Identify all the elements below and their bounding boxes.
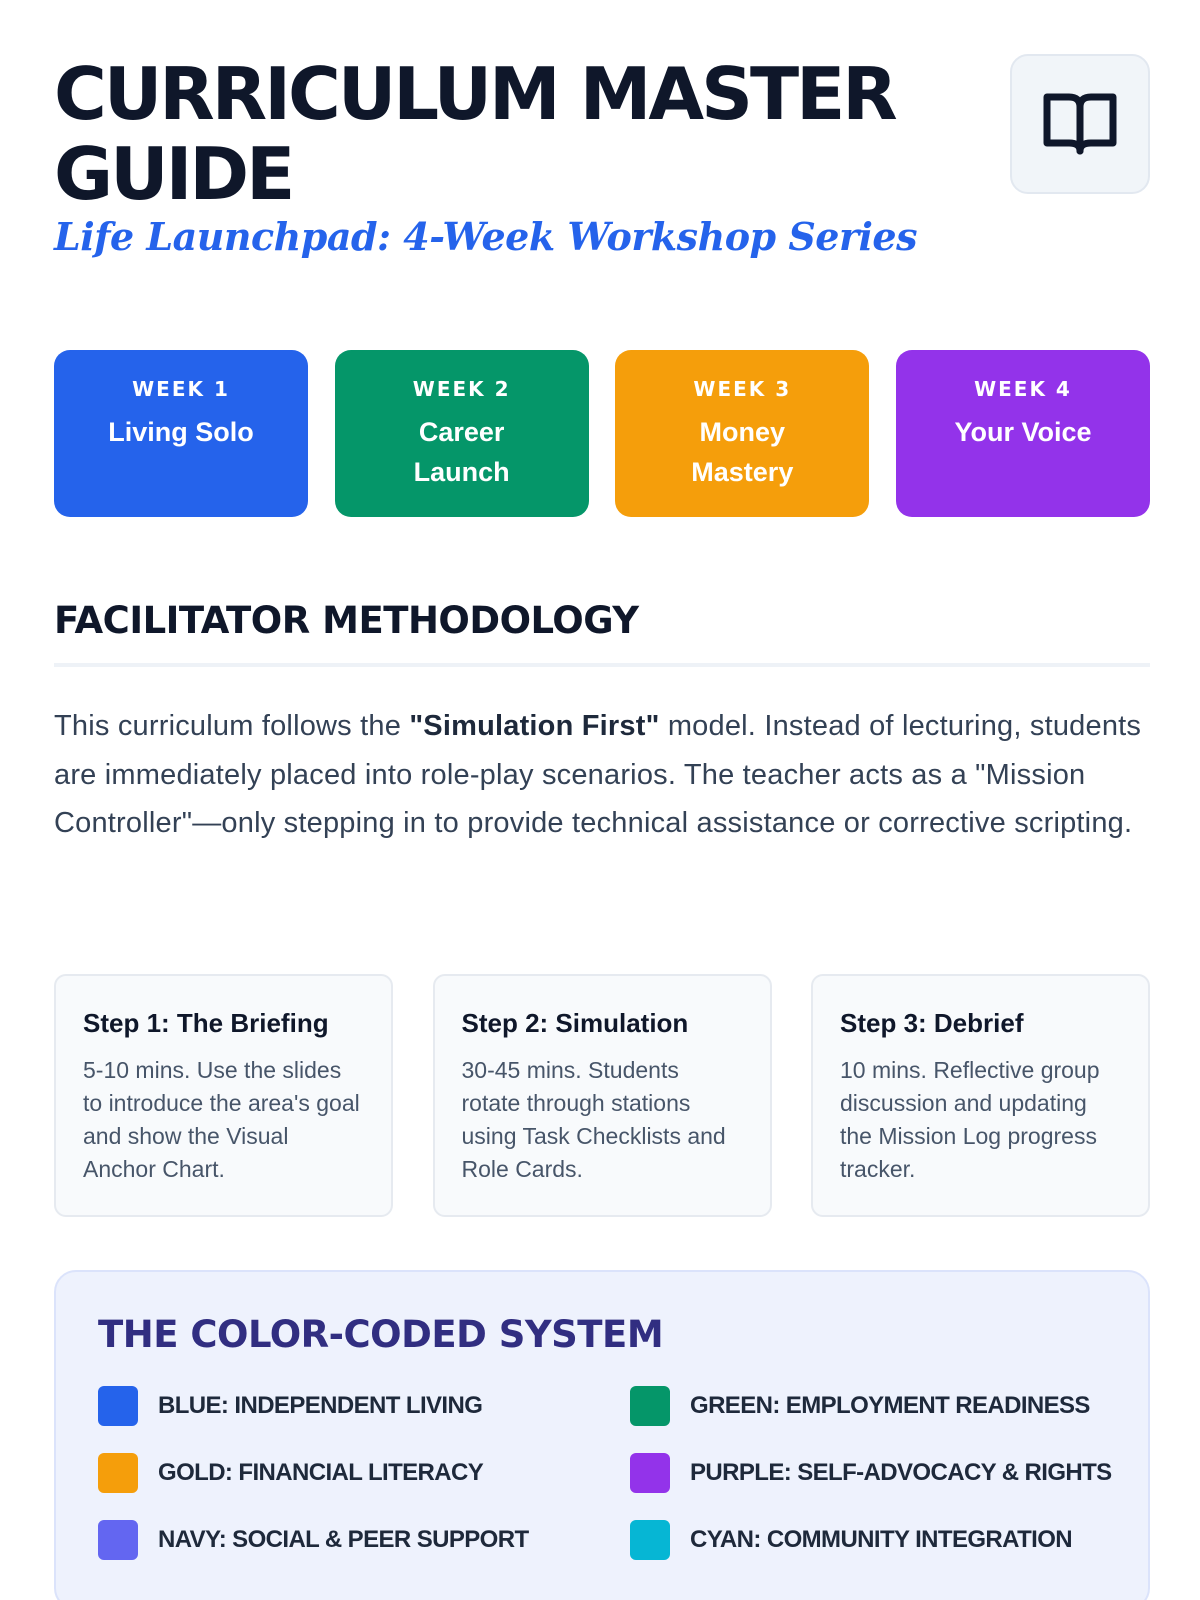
week-card-1[interactable] — [54, 350, 308, 517]
intro-text-end: model. Instead of lecturing, students are immediately placed into role-play scenarios. The teacher acts as a "Mission Controller"—only stepping in to provide technical assistance or corrective scripting. — [54, 710, 1142, 839]
color-swatch — [98, 1520, 138, 1560]
week-name: Your Voice — [954, 417, 1092, 447]
step-title: Step 1: The Briefing — [83, 1008, 329, 1038]
book-icon-box — [1010, 54, 1150, 194]
step-description: 30-45 mins. Students rotate through stations using Task Checklists and Role Cards. — [461, 1057, 726, 1182]
week-name: Living Solo — [108, 417, 254, 447]
week-label: WEEK 1 — [132, 377, 230, 401]
step-description: 10 mins. Reflective group discussion and updating the Mission Log progress tracker. — [840, 1057, 1100, 1182]
week-card-4[interactable] — [896, 350, 1150, 517]
color-legend — [98, 1386, 1112, 1560]
header — [54, 54, 1150, 284]
color-system-panel — [54, 1270, 1150, 1600]
week-name: Money Mastery — [691, 417, 794, 487]
step-card-3 — [811, 974, 1150, 1217]
week-label: WEEK 2 — [412, 377, 511, 401]
step-cards — [54, 974, 1150, 1217]
week-card-3[interactable] — [615, 350, 869, 517]
color-swatch — [630, 1386, 670, 1426]
legend-label: NAVY: SOCIAL & PEER SUPPORT — [158, 1526, 529, 1553]
step-title: Step 3: Debrief — [840, 1008, 1024, 1038]
step-card-2 — [433, 974, 772, 1217]
legend-item-green — [630, 1386, 1110, 1426]
legend-item-purple — [630, 1453, 1110, 1493]
intro-emphasis: "Simulation First" — [409, 710, 660, 742]
step-description: 5-10 mins. Use the slides to introduce the area's goal and show the Visual Anchor Chart. — [83, 1057, 360, 1182]
week-label: WEEK 3 — [693, 377, 792, 401]
week-cards — [54, 350, 1150, 517]
methodology-intro — [54, 702, 1150, 848]
color-system-title: THE COLOR-CODED SYSTEM — [98, 1313, 664, 1356]
legend-label: GREEN: EMPLOYMENT READINESS — [690, 1392, 1090, 1419]
week-card-2[interactable] — [335, 350, 589, 517]
color-swatch — [98, 1453, 138, 1493]
week-name: Career Launch — [413, 417, 510, 487]
step-card-1 — [54, 974, 393, 1217]
page-subtitle: Life Launchpad: 4-Week Workshop Series — [54, 214, 917, 259]
legend-label: PURPLE: SELF-ADVOCACY & RIGHTS — [690, 1459, 1112, 1486]
page — [54, 52, 1150, 1553]
legend-item-blue — [98, 1386, 630, 1426]
book-open-icon — [1043, 91, 1117, 157]
legend-item-navy — [98, 1520, 630, 1560]
color-swatch — [630, 1453, 670, 1493]
methodology-title: FACILITATOR METHODOLOGY — [54, 599, 639, 642]
legend-item-cyan — [630, 1520, 1110, 1560]
legend-label: GOLD: FINANCIAL LITERACY — [158, 1459, 484, 1486]
legend-label: BLUE: INDEPENDENT LIVING — [158, 1392, 483, 1419]
legend-item-gold — [98, 1453, 630, 1493]
page-title: CURRICULUM MASTER GUIDE — [54, 52, 895, 216]
step-title: Step 2: Simulation — [461, 1008, 689, 1038]
week-label: WEEK 4 — [974, 377, 1072, 401]
intro-text-start: This curriculum follows the — [54, 710, 410, 742]
color-swatch — [630, 1520, 670, 1560]
section-divider — [54, 663, 1150, 667]
color-swatch — [98, 1386, 138, 1426]
legend-label: CYAN: COMMUNITY INTEGRATION — [690, 1526, 1073, 1553]
